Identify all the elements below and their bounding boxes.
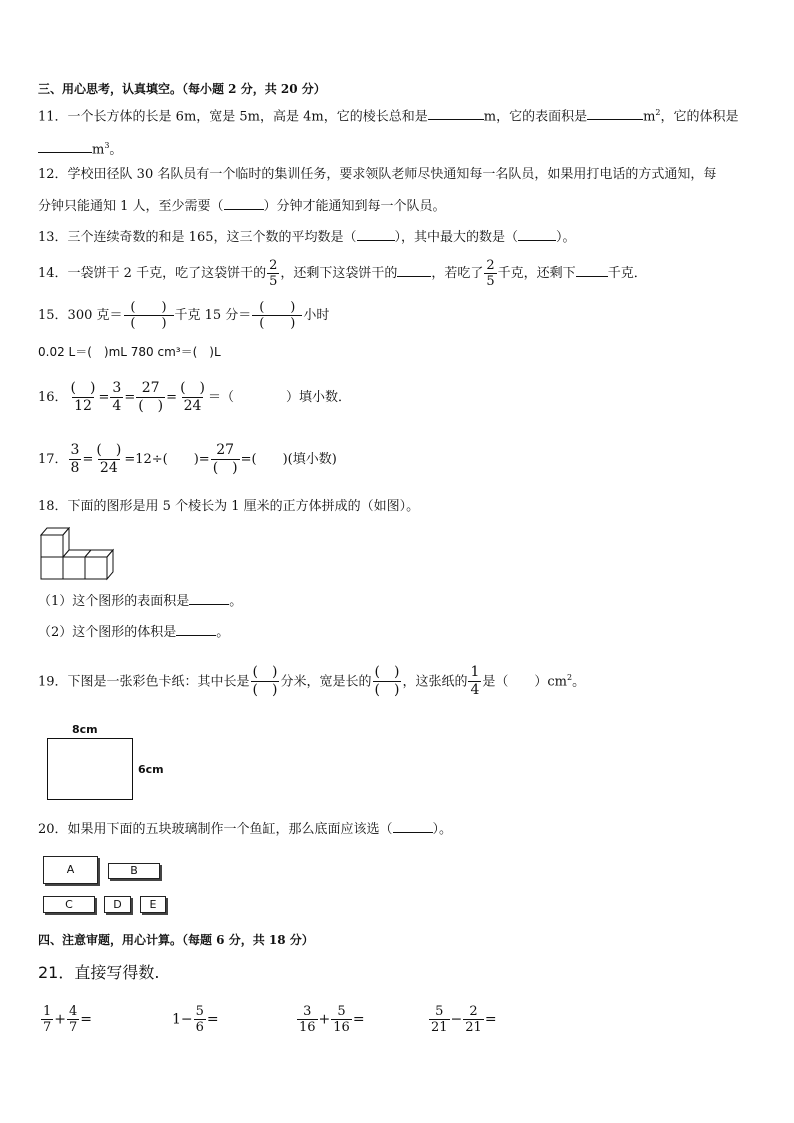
section-4-title: 四、注意审题，用心计算。（每题 6 分，共 18 分） bbox=[38, 933, 314, 947]
e4-op: − bbox=[450, 1011, 463, 1028]
q15-f1-num[interactable]: ( ) bbox=[130, 300, 167, 315]
q17-f3-num: 27 bbox=[216, 442, 235, 458]
q15-f1-den[interactable]: ( ) bbox=[124, 315, 174, 331]
q17-f2-num[interactable]: ( ) bbox=[96, 442, 122, 458]
q11-text-2: m，它的表面积是 bbox=[483, 109, 588, 125]
cube-front-3 bbox=[85, 557, 107, 579]
e4-b-num: 2 bbox=[469, 1004, 478, 1019]
e1-op: + bbox=[54, 1011, 67, 1028]
q18-s2-text: （2）这个图形的体积是 bbox=[38, 625, 177, 640]
q13-text-3: ）。 bbox=[556, 230, 576, 245]
e4-a-num: 5 bbox=[435, 1004, 444, 1019]
e3-b-num: 5 bbox=[337, 1004, 346, 1019]
q17-fraction-2 bbox=[94, 442, 123, 477]
q16-fraction-2 bbox=[110, 380, 123, 415]
card-height-label: 6cm bbox=[138, 763, 164, 776]
q15-fraction-2 bbox=[252, 300, 302, 331]
q17-fraction-3 bbox=[211, 442, 240, 477]
cubes-figure bbox=[38, 527, 118, 581]
q16-tail: ＝（ ）填小数． bbox=[208, 390, 352, 405]
section-3-title: 三、用心思考，认真填空。（每小题 2 分，共 20 分） bbox=[38, 82, 326, 96]
q15-text-1: 15．300 克＝ bbox=[38, 308, 123, 323]
e1-eq[interactable]: = bbox=[80, 1011, 93, 1028]
q13-text-1: 13．三个连续奇数的和是 165，这三个数的平均数是（ bbox=[38, 230, 357, 245]
q19-sup: 2 bbox=[566, 673, 573, 682]
question-11-line2 bbox=[38, 136, 122, 160]
q16-f2-num: 3 bbox=[112, 380, 122, 396]
q13-blank-1[interactable] bbox=[357, 228, 395, 241]
q18-blank-1[interactable] bbox=[189, 592, 229, 605]
q18-s1-end: 。 bbox=[229, 594, 243, 609]
q15-f2-den[interactable]: ( ) bbox=[252, 315, 302, 331]
q19-text-2: 分米，宽是长的 bbox=[280, 674, 372, 690]
q17-f1-den: 8 bbox=[70, 460, 80, 476]
q15-text-3: 小时 bbox=[303, 308, 330, 323]
q19-f1-num[interactable]: ( ) bbox=[252, 664, 278, 681]
e3-frac-a bbox=[297, 1004, 318, 1035]
e4-frac-a bbox=[429, 1004, 450, 1035]
e3-b-den: 16 bbox=[333, 1020, 350, 1035]
q19-text-4: 是（ ）cm bbox=[482, 674, 567, 690]
q14-blank-2[interactable] bbox=[576, 264, 608, 277]
q14-f2-num: 2 bbox=[486, 258, 495, 273]
q19-f2-num[interactable]: ( ) bbox=[374, 664, 400, 681]
q17-f1-num: 3 bbox=[70, 442, 80, 458]
q16-f1-num[interactable]: ( ) bbox=[70, 380, 96, 396]
question-14 bbox=[38, 258, 647, 289]
q18-s1-text: （1）这个图形的表面积是 bbox=[38, 594, 190, 609]
q13-text-2: ），其中最大的数是（ bbox=[394, 230, 519, 245]
q16-fraction-1 bbox=[69, 380, 98, 415]
e3-a-num: 3 bbox=[303, 1004, 312, 1019]
q19-text-1: 19．下图是一张彩色卡纸：其中长是 bbox=[38, 674, 250, 690]
e2-frac-b bbox=[194, 1004, 206, 1035]
glass-a: A bbox=[43, 856, 98, 884]
q17-fraction-1 bbox=[69, 442, 82, 477]
q15-f2-num[interactable]: ( ) bbox=[259, 300, 296, 315]
color-card-rectangle bbox=[47, 738, 133, 800]
q17-mid: =12÷( )= bbox=[124, 452, 210, 467]
q14-f1-num: 2 bbox=[269, 258, 278, 273]
q16-f4-den: 24 bbox=[183, 398, 202, 414]
e4-eq[interactable]: = bbox=[484, 1011, 497, 1028]
e2-b-num: 5 bbox=[195, 1004, 204, 1019]
q11-number: 11． bbox=[38, 109, 68, 125]
glass-d: D bbox=[104, 896, 131, 913]
q14-text-5: 千克． bbox=[607, 266, 647, 281]
e3-eq[interactable]: = bbox=[352, 1011, 365, 1028]
q16-f2-den: 4 bbox=[112, 398, 122, 414]
q18-blank-2[interactable] bbox=[176, 623, 216, 636]
q11-text-4: ，它的体积是 bbox=[660, 109, 739, 125]
e4-frac-b bbox=[463, 1004, 484, 1035]
q11-sup-3: 3 bbox=[104, 141, 110, 150]
e1-frac-a bbox=[41, 1004, 53, 1035]
question-13 bbox=[38, 228, 576, 248]
q19-text-3: ，这张纸的 bbox=[402, 674, 468, 690]
q12-blank[interactable] bbox=[224, 197, 264, 210]
q16-f3-num: 27 bbox=[141, 380, 160, 396]
e1-b-den: 7 bbox=[69, 1020, 78, 1035]
question-19 bbox=[38, 658, 585, 702]
q19-fraction-2 bbox=[373, 664, 402, 699]
q16-f1-den: 12 bbox=[74, 398, 92, 414]
question-12-line2 bbox=[38, 197, 446, 217]
q14-text-4: 千克，还剩下 bbox=[497, 266, 576, 281]
e4-b-den: 21 bbox=[465, 1020, 482, 1035]
q11-text-1: 一个长方体的长是 6m，宽是 5m，高是 4m，它的棱长总和是 bbox=[67, 109, 428, 125]
q12-text-1: 分钟只能通知 1 人，至少需要（ bbox=[38, 199, 224, 214]
q15-fraction-1 bbox=[124, 300, 174, 331]
q13-blank-2[interactable] bbox=[518, 228, 556, 241]
glass-e: E bbox=[140, 896, 166, 913]
q11-blank-2[interactable] bbox=[587, 107, 643, 120]
q14-text-1: 14．一袋饼干 2 千克，吃了这袋饼干的 bbox=[38, 266, 267, 281]
q12-text-2: ）分钟才能通知到每一个队员。 bbox=[263, 199, 446, 214]
calc-expression-2 bbox=[172, 1004, 219, 1035]
q14-text-2: ，还剩下这袋饼干的 bbox=[280, 266, 398, 281]
e3-a-den: 16 bbox=[299, 1020, 316, 1035]
q19-fraction-1 bbox=[251, 664, 280, 699]
q14-f1-den: 5 bbox=[269, 274, 278, 289]
q20-text-1: 20．如果用下面的五块玻璃制作一个鱼缸，那么底面应该选（ bbox=[38, 822, 393, 837]
question-16: 16． $\frac{( )}{12}$ = $\frac{3}{4}$ = $\frac{27}{( )}$ = $\frac{( )}{24}$ ＝（ ）填小数． bbox=[38, 380, 352, 414]
question-15 bbox=[38, 300, 329, 332]
q15-text-2: 千克 15 分＝ bbox=[174, 308, 252, 323]
question-18-title: 18．下面的图形是用 5 个棱长为 1 厘米的正方体拼成的（如图）。 bbox=[38, 499, 420, 514]
q14-fraction-1 bbox=[267, 258, 279, 289]
glass-b: B bbox=[108, 863, 160, 879]
q19-f3-num: 1 bbox=[470, 664, 480, 681]
cube-front-1 bbox=[41, 557, 63, 579]
q19-f2-den[interactable]: ( ) bbox=[374, 682, 400, 699]
e2-lead: 1− bbox=[172, 1011, 193, 1028]
question-12-line1: 12．学校田径队 30 名队员有一个临时的集训任务，要求领队老师尽快通知每一名队员，如果用打电话的方式通知，每 bbox=[38, 167, 717, 182]
q20-text-2: ）。 bbox=[432, 822, 453, 837]
q11-sup-2: 2 bbox=[655, 108, 661, 117]
q16-number: 16． bbox=[38, 390, 68, 405]
question-18-sub-1 bbox=[38, 592, 242, 612]
q14-blank-1[interactable] bbox=[397, 264, 431, 277]
q17-f2-den: 24 bbox=[99, 460, 118, 476]
question-18-sub-2 bbox=[38, 623, 229, 643]
e4-a-den: 21 bbox=[431, 1020, 448, 1035]
q18-s2-end: 。 bbox=[216, 625, 230, 640]
e3-frac-b bbox=[331, 1004, 352, 1035]
q14-f2-den: 5 bbox=[486, 274, 495, 289]
question-17: 17． $\frac{3}{8}$ = $\frac{( )}{24}$ =12÷( )= $\frac{27}{( )}$ =( )(填小数) bbox=[38, 442, 337, 476]
cube-front-2 bbox=[63, 557, 85, 579]
q16-f3-den[interactable]: ( ) bbox=[138, 398, 164, 414]
q20-blank[interactable] bbox=[393, 820, 433, 833]
e1-b-num: 4 bbox=[69, 1004, 78, 1019]
e3-op: + bbox=[318, 1011, 331, 1028]
e1-a-den: 7 bbox=[43, 1020, 52, 1035]
e2-b-den: 6 bbox=[195, 1020, 204, 1035]
e2-eq[interactable]: = bbox=[206, 1011, 219, 1028]
question-21-title: 21．直接写得数. bbox=[38, 963, 160, 982]
q16-fraction-3 bbox=[136, 380, 165, 415]
q11-blank-3[interactable] bbox=[38, 140, 92, 153]
question-11 bbox=[38, 103, 739, 127]
q11-text-3: m bbox=[643, 109, 656, 125]
q17-f3-den[interactable]: ( ) bbox=[212, 460, 238, 476]
e1-frac-b bbox=[67, 1004, 79, 1035]
q19-fraction-3 bbox=[468, 664, 481, 699]
q19-f3-den: 4 bbox=[470, 682, 480, 699]
calc-expression-4 bbox=[428, 1004, 497, 1035]
q14-fraction-2 bbox=[484, 258, 496, 289]
q16-fraction-4 bbox=[178, 380, 207, 415]
q17-number: 17． bbox=[38, 452, 68, 467]
q16-f4-num[interactable]: ( ) bbox=[180, 380, 205, 396]
q11-blank-1[interactable] bbox=[428, 107, 484, 120]
calc-expression-1 bbox=[40, 1004, 92, 1035]
question-15-line2: 0.02 L＝( )mL 780 cm³＝( )L bbox=[38, 345, 221, 359]
q11-text-6: 。 bbox=[109, 142, 123, 158]
card-width-label: 8cm bbox=[72, 723, 98, 736]
q14-text-3: ，若吃了 bbox=[431, 266, 484, 281]
question-20 bbox=[38, 820, 452, 840]
q19-f1-den[interactable]: ( ) bbox=[252, 682, 278, 699]
calc-expression-3 bbox=[296, 1004, 365, 1035]
q11-text-5: m bbox=[92, 142, 105, 158]
glass-c: C bbox=[43, 896, 95, 913]
e1-a-num: 1 bbox=[43, 1004, 52, 1019]
cube-front-top-1 bbox=[41, 535, 63, 557]
q17-tail: =( )(填小数) bbox=[240, 452, 337, 467]
q19-text-5: 。 bbox=[572, 674, 586, 690]
